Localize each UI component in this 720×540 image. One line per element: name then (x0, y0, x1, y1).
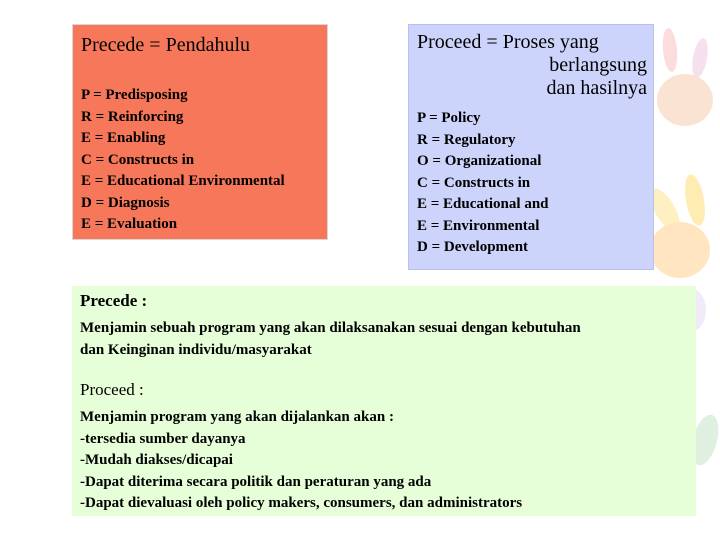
precede-summary-line: Menjamin sebuah program yang akan dilaksanakan sesuai dengan kebutuhan (80, 320, 581, 336)
proceed-summary-line: Menjamin program yang akan dijalankan akan : (80, 409, 394, 425)
proceed-summary-heading: Proceed : (80, 380, 144, 399)
proceed-title-line2: berlangsung (549, 54, 647, 76)
precede-item: E = Enabling (81, 130, 166, 146)
proceed-summary-line: -Dapat diterima secara politik dan peraturan yang ada (80, 473, 432, 490)
proceed-summary-line: -tersedia sumber dayanya (80, 430, 246, 447)
precede-summary-text (80, 318, 688, 361)
proceed-item: E = Educational and (417, 196, 549, 212)
precede-title: Precede = Pendahulu (81, 34, 251, 56)
precede-box (72, 24, 328, 240)
proceed-summary-text (80, 407, 688, 515)
proceed-item: C = Constructs in (417, 174, 531, 191)
proceed-item: P = Policy (417, 110, 481, 126)
proceed-item: D = Development (417, 239, 529, 255)
proceed-box (408, 24, 654, 270)
proceed-item: O = Organizational (417, 153, 542, 169)
summary-box (72, 286, 696, 516)
precede-summary-line: dan Keinginan individu/masyarakat (80, 341, 312, 358)
proceed-summary-line: -Dapat dievaluasi oleh policy makers, consumers, dan administrators (80, 495, 523, 511)
proceed-title-line3: dan hasilnya (546, 77, 647, 99)
precede-item: R = Reinforcing (81, 108, 184, 125)
proceed-title-line1: Proceed = Proses yang (417, 31, 599, 53)
precede-summary-heading: Precede : (80, 291, 148, 310)
precede-item: D = Diagnosis (81, 194, 170, 211)
proceed-title (417, 31, 647, 100)
proceed-summary-line: -Mudah diakses/dicapai (80, 452, 233, 468)
precede-items-list (81, 85, 319, 236)
precede-item: E = Educational Environmental (81, 173, 285, 189)
proceed-item: R = Regulatory (417, 131, 516, 148)
precede-item: C = Constructs in (81, 151, 195, 168)
proceed-items-list (417, 108, 647, 259)
precede-item: E = Evaluation (81, 216, 178, 232)
proceed-item: E = Environmental (417, 217, 540, 234)
precede-item: P = Predisposing (81, 87, 188, 103)
